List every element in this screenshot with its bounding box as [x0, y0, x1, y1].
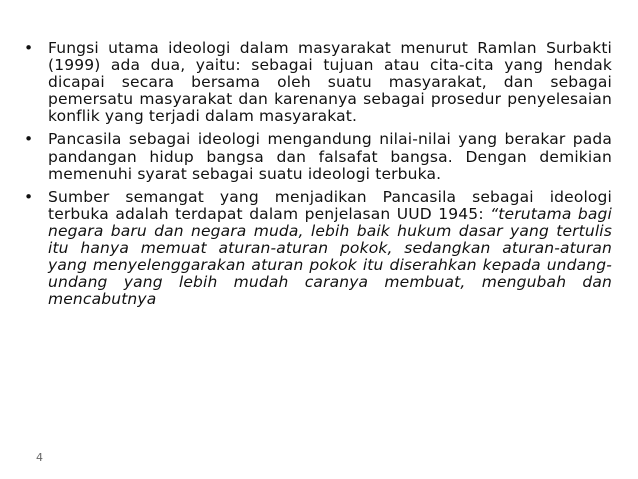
bullet-text: Pancasila sebagai ideologi mengandung nilai-nilai yang berakar pada pandangan hidup bangsa dan falsafat bangsa. Dengan demikian memenuhi syarat sebagai suatu ideologi terbuka.: [48, 130, 612, 183]
bullet-item-ideology-functions: [24, 40, 612, 125]
bullet-item-open-ideology-source: [24, 189, 612, 309]
bullet-text: Sumber semangat yang menjadikan Pancasila sebagai ideologi terbuka adalah terdapat dalam penjelasan UUD 1945:: [48, 187, 612, 223]
bullet-list: [24, 40, 612, 308]
bullet-marker: •: [24, 39, 34, 57]
bullet-text: Fungsi utama ideologi dalam masyarakat menurut Ramlan Surbakti (1999) ada dua, yaitu: sebagai tujuan atau cita-cita yang hendak dicapai secara bersama oleh suatu masyarakat, dan sebagai pemersatu masyarakat dan karenanya sebagai prosedur penyelesaian konflik yang terjadi dalam masyarakat.: [48, 39, 612, 126]
bullet-item-pancasila-values: [24, 131, 612, 182]
page-number: 4: [36, 451, 43, 464]
bullet-marker: •: [24, 187, 34, 206]
uud-1945-quote: “terutama bagi negara baru dan negara muda, lebih baik hukum dasar yang tertulis itu hanya memuat aturan-aturan pokok, sedangkan aturan-aturan yang menyelenggarakan aturan pokok itu diserahkan kepada undang-undang yang lebih mudah caranya membuat, mengubah dan mencabutnya: [48, 204, 612, 309]
bullet-marker: •: [24, 130, 34, 149]
